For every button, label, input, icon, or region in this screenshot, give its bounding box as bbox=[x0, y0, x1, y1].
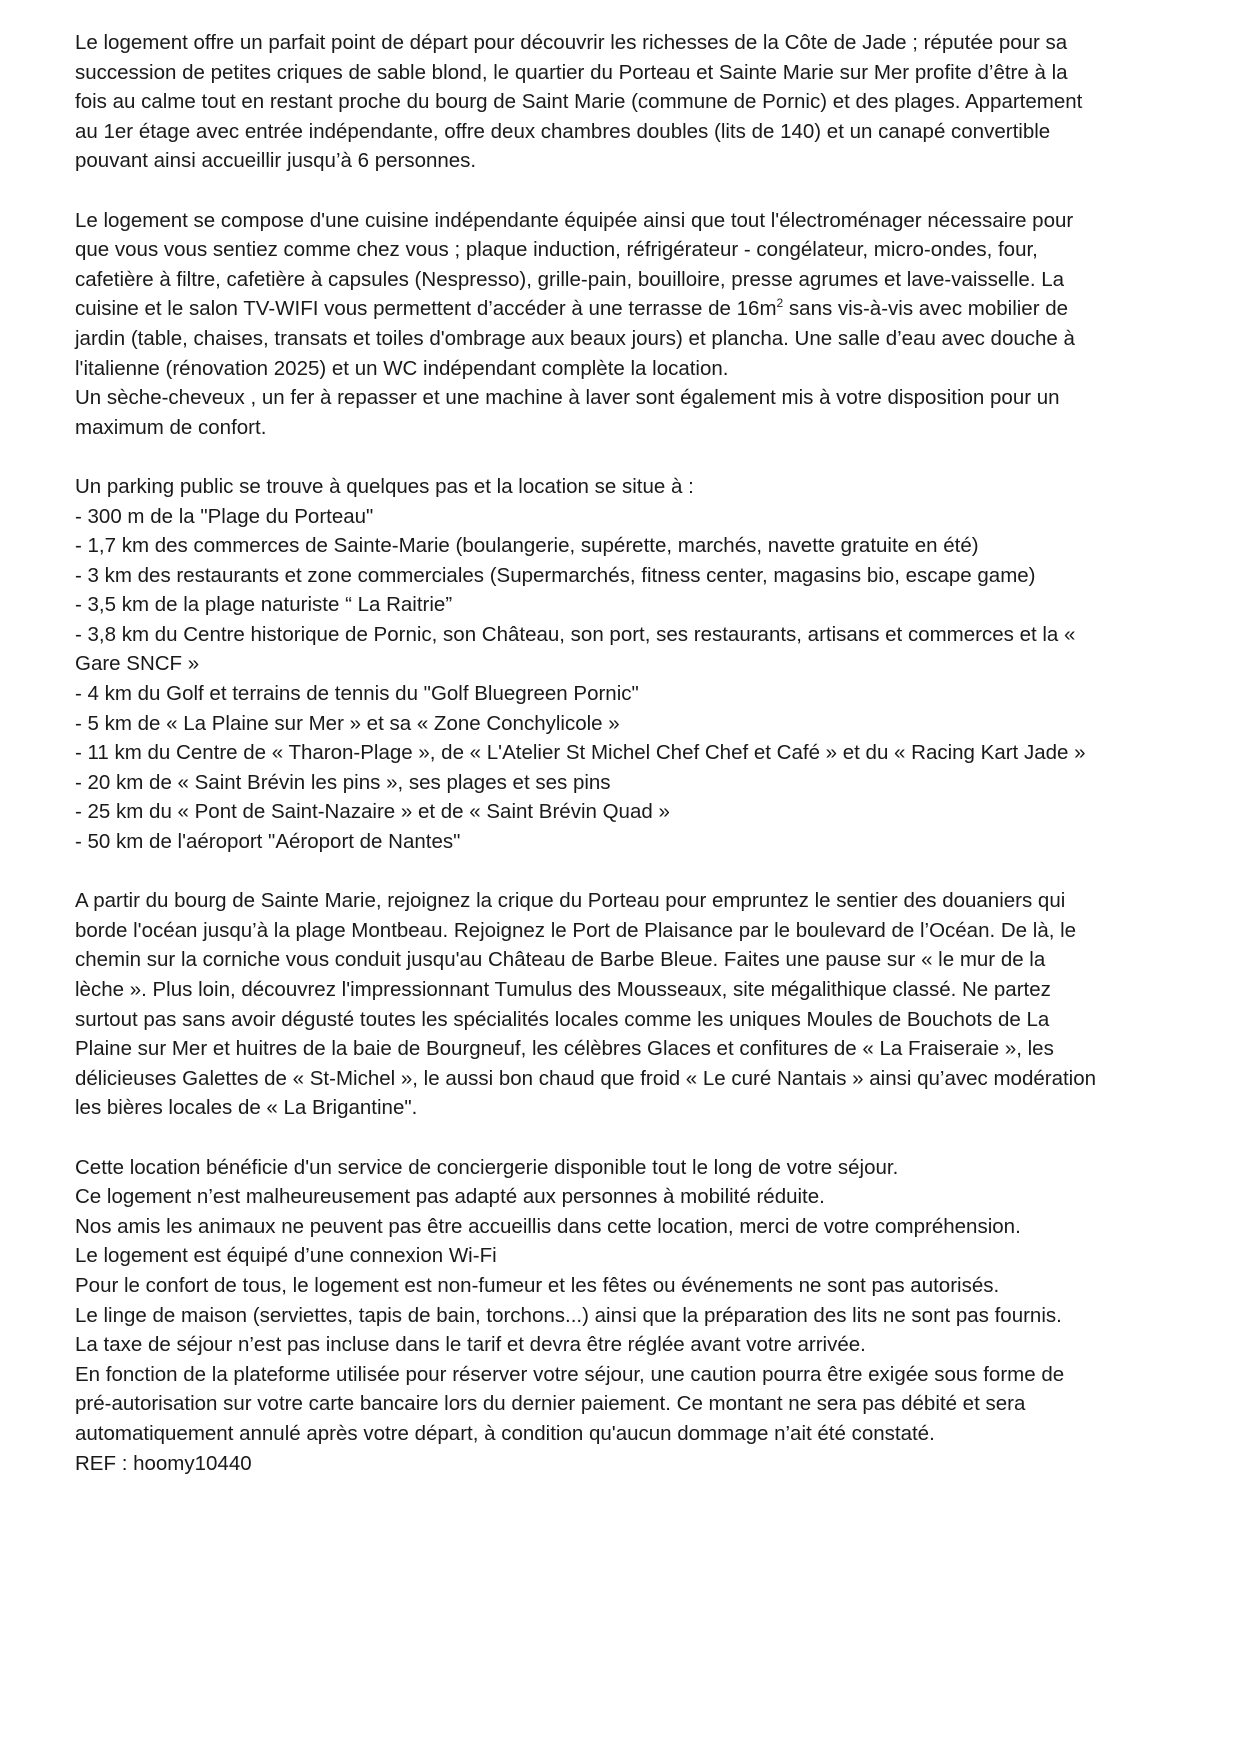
location-section bbox=[75, 472, 1175, 857]
text-line: succession de petites criques de sable blond, le quartier du Porteau et Sainte Marie sur Mer profite d’être à la bbox=[75, 60, 1068, 84]
text-line: Plaine sur Mer et huitres de la baie de Bourgneuf, les célèbres Glaces et confitures de « La Fraiseraie », les bbox=[75, 1037, 1054, 1061]
text-line: que vous vous sentiez comme chez vous ; plaque induction, réfrigérateur - congélateur, micro-ondes, four, bbox=[75, 238, 1038, 262]
text-line: les bières locales de « La Brigantine". bbox=[75, 1096, 418, 1120]
intro-paragraph bbox=[75, 28, 1175, 176]
text-line: Le logement est équipé d’une connexion Wi-Fi bbox=[75, 1244, 497, 1268]
terrace-line bbox=[75, 294, 1175, 324]
text-line: Pour le confort de tous, le logement est non-fumeur et les fêtes ou événements ne sont pas autorisés. bbox=[75, 1273, 1000, 1297]
text-line: au 1er étage avec entrée indépendante, offre deux chambres doubles (lits de 140) et un canapé convertible bbox=[75, 119, 1051, 143]
text-line: maximum de confort. bbox=[75, 415, 267, 439]
location-item: - 20 km de « Saint Brévin les pins », ses plages et ses pins bbox=[75, 770, 611, 794]
text-line: borde l'océan jusqu’à la plage Montbeau. Rejoignez le Port de Plaisance par le boulevard de l’Océan. De là, le bbox=[75, 918, 1077, 942]
location-item: - 3,8 km du Centre historique de Pornic, son Château, son port, ses restaurants, artisans et commerces et la « bbox=[75, 622, 1076, 646]
location-item: - 3 km des restaurants et zone commerciales (Supermarchés, fitness center, magasins bio, escape game) bbox=[75, 563, 1036, 587]
text-line: pouvant ainsi accueillir jusqu’à 6 personnes. bbox=[75, 149, 477, 173]
location-intro: Un parking public se trouve à quelques pas et la location se situe à : bbox=[75, 474, 694, 498]
square-meter-superscript: 2 bbox=[776, 296, 784, 311]
location-item: - 25 km du « Pont de Saint-Nazaire » et de « Saint Brévin Quad » bbox=[75, 800, 670, 824]
text-line: surtout pas sans avoir dégusté toutes les spécialités locales comme les uniques Moules de Bouchots de La bbox=[75, 1007, 1050, 1031]
conditions-paragraph bbox=[75, 1153, 1175, 1479]
document-page bbox=[75, 28, 1175, 1508]
location-item: - 300 m de la "Plage du Porteau" bbox=[75, 504, 374, 528]
location-item: Gare SNCF » bbox=[75, 652, 200, 676]
text-line: Le linge de maison (serviettes, tapis de bain, torchons...) ainsi que la préparation des lits ne sont pas fournis. bbox=[75, 1303, 1062, 1327]
text-line: pré-autorisation sur votre carte bancaire lors du dernier paiement. Ce montant ne sera pas débité et sera bbox=[75, 1392, 1026, 1416]
terrace-text: cuisine et le salon TV-WIFI vous permettent d’accéder à une terrasse de 16m bbox=[75, 297, 777, 321]
text-line: Ce logement n’est malheureusement pas adapté aux personnes à mobilité réduite. bbox=[75, 1185, 825, 1209]
text-line: délicieuses Galettes de « St-Michel », le aussi bon chaud que froid « Le curé Nantais » ainsi qu’avec modération bbox=[75, 1066, 1097, 1090]
text-line: l'italienne (rénovation 2025) et un WC indépendant complète la location. bbox=[75, 356, 729, 380]
text-line: lèche ». Plus loin, découvrez l'impressionnant Tumulus des Mousseaux, site mégalithique classé. Ne partez bbox=[75, 978, 1051, 1001]
location-item: - 3,5 km de la plage naturiste “ La Raitrie” bbox=[75, 593, 453, 617]
text-line: fois au calme tout en restant proche du bourg de Saint Marie (commune de Pornic) et des plages. Appartement bbox=[75, 90, 1083, 114]
description-paragraph bbox=[75, 206, 1175, 443]
activities-paragraph bbox=[75, 886, 1175, 1123]
reference-code: REF : hoomy10440 bbox=[75, 1451, 252, 1475]
location-item: - 4 km du Golf et terrains de tennis du "Golf Bluegreen Pornic" bbox=[75, 682, 639, 706]
text-line: A partir du bourg de Sainte Marie, rejoignez la crique du Porteau pour empruntez le sentier des douaniers qui bbox=[75, 889, 1066, 913]
location-item: - 1,7 km des commerces de Sainte-Marie (boulangerie, supérette, marchés, navette gratuite en été) bbox=[75, 534, 979, 558]
text-line: La taxe de séjour n’est pas incluse dans le tarif et devra être réglée avant votre arrivée. bbox=[75, 1333, 866, 1357]
terrace-text-after: sans vis-à-vis avec mobilier de bbox=[783, 297, 1069, 321]
text-line: Un sèche-cheveux , un fer à repasser et une machine à laver sont également mis à votre disposition pour un bbox=[75, 386, 1060, 410]
text-line: automatiquement annulé après votre départ, à condition qu'aucun dommage n’ait été constaté. bbox=[75, 1421, 935, 1445]
text-line: En fonction de la plateforme utilisée pour réserver votre séjour, une caution pourra être exigée sous forme de bbox=[75, 1362, 1065, 1386]
text-line: jardin (table, chaises, transats et toiles d'ombrage aux beaux jours) et plancha. Une salle d’eau avec douche à bbox=[75, 326, 1075, 350]
text-line: Le logement se compose d'une cuisine indépendante équipée ainsi que tout l'électroménager nécessaire pour bbox=[75, 208, 1074, 232]
location-item: - 5 km de « La Plaine sur Mer » et sa « Zone Conchylicole » bbox=[75, 711, 620, 735]
text-line: Cette location bénéficie d'un service de conciergerie disponible tout le long de votre séjour. bbox=[75, 1155, 899, 1179]
text-line: chemin sur la corniche vous conduit jusqu'au Château de Barbe Bleue. Faites une pause sur « le mur de la bbox=[75, 948, 1046, 972]
text-line: Le logement offre un parfait point de départ pour découvrir les richesses de la Côte de Jade ; réputée pour sa bbox=[75, 31, 1068, 54]
text-line: Nos amis les animaux ne peuvent pas être accueillis dans cette location, merci de votre compréhension. bbox=[75, 1214, 1021, 1238]
location-item: - 11 km du Centre de « Tharon-Plage », de « L'Atelier St Michel Chef Chef et Café » et du « Racing Kart Jade » bbox=[75, 741, 1086, 765]
text-line: cafetière à filtre, cafetière à capsules (Nespresso), grille-pain, bouilloire, presse agrumes et lave-vaisselle. La bbox=[75, 267, 1065, 291]
location-item: - 50 km de l'aéroport "Aéroport de Nantes" bbox=[75, 830, 461, 854]
